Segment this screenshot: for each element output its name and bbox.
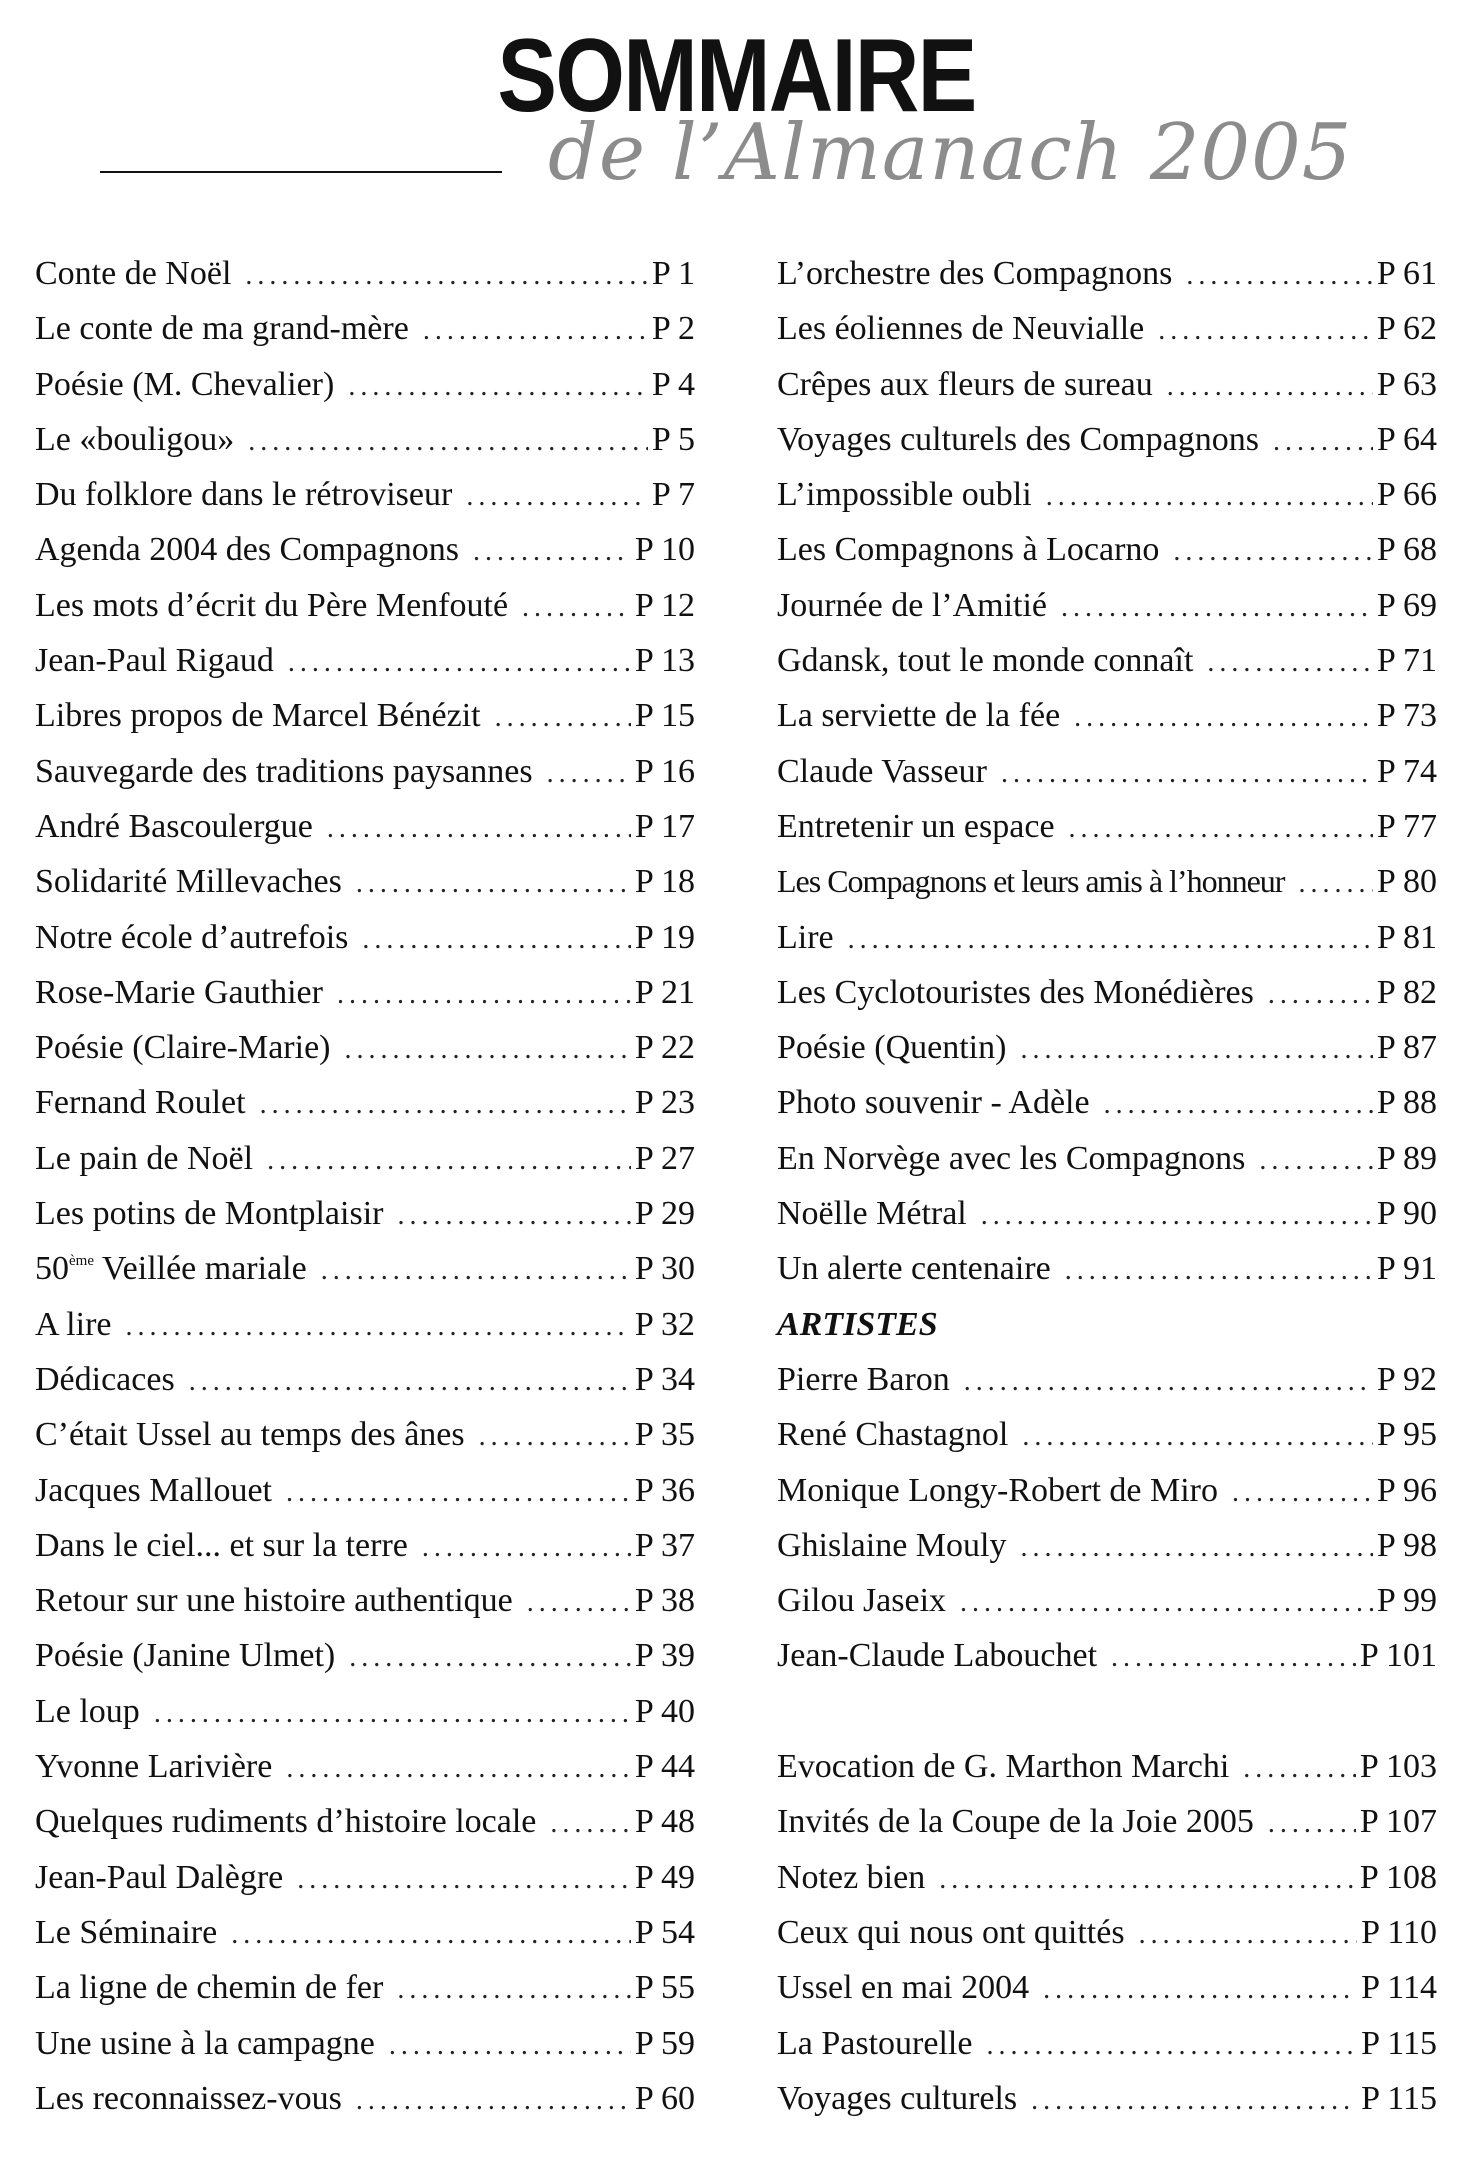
dot-leader xyxy=(1268,979,1373,1011)
toc-entry xyxy=(777,808,1437,863)
toc-entry xyxy=(35,1084,695,1139)
dot-leader xyxy=(1111,1642,1356,1674)
toc-entry-title: Jean-Claude Labouchet xyxy=(777,1637,1098,1675)
toc-entry-page: P 5 xyxy=(651,420,695,458)
dot-leader xyxy=(495,702,631,734)
toc-entry xyxy=(35,255,695,310)
toc-entry xyxy=(35,1582,695,1637)
dot-leader xyxy=(389,2030,631,2062)
toc-entry-page: P 89 xyxy=(1376,1139,1437,1177)
toc-entry-title: Retour sur une histoire authentique xyxy=(35,1582,513,1620)
toc-entry xyxy=(777,1914,1437,1969)
toc-entry xyxy=(777,1029,1437,1084)
toc-entry xyxy=(35,2080,695,2135)
toc-entry xyxy=(777,1637,1437,1692)
toc-entry-title: Les Compagnons et leurs amis à l’honneur xyxy=(777,863,1285,900)
toc-entry-title: Claude Vasseur xyxy=(777,752,987,790)
dot-leader xyxy=(986,2030,1357,2062)
dot-leader xyxy=(297,1864,631,1896)
toc-entry-title: Les mots d’écrit du Père Menfouté xyxy=(35,586,509,624)
dot-leader xyxy=(154,1698,631,1730)
toc-entry-page: P 49 xyxy=(634,1858,695,1896)
toc-entry-title: Ghislaine Mouly xyxy=(777,1526,1007,1564)
toc-entry xyxy=(777,531,1437,586)
toc-entry-title: Fernand Roulet xyxy=(35,1084,246,1122)
dot-leader xyxy=(267,1145,631,1177)
toc-entry-title: La Pastourelle xyxy=(777,2024,973,2062)
toc-entry-title: Evocation de G. Marthon Marchi xyxy=(777,1748,1230,1786)
toc-entry-page: P 10 xyxy=(634,531,695,569)
toc-entry-page: P 39 xyxy=(634,1637,695,1675)
dot-leader xyxy=(260,1089,631,1121)
toc-entry-page: P 80 xyxy=(1376,863,1437,901)
toc-entry-page: P 92 xyxy=(1376,1360,1437,1398)
dot-leader xyxy=(1074,702,1373,734)
dot-leader xyxy=(1207,647,1372,679)
toc-entry-title: Invités de la Coupe de la Joie 2005 xyxy=(777,1803,1254,1841)
toc-entry-page: P 18 xyxy=(634,863,695,901)
toc-entry-title: Les Cyclotouristes des Monédières xyxy=(777,973,1254,1011)
toc-entry xyxy=(35,1969,695,2024)
dot-leader xyxy=(125,1311,630,1343)
toc-entry xyxy=(35,476,695,531)
dot-leader xyxy=(1031,2085,1357,2117)
toc-entry-title: Photo souvenir - Adèle xyxy=(777,1084,1090,1122)
toc-entry-page: P 38 xyxy=(634,1582,695,1620)
toc-entry xyxy=(35,808,695,863)
dot-leader xyxy=(1061,592,1373,624)
toc-entry-title: Le pain de Noël xyxy=(35,1139,254,1177)
toc-entry-page: P 55 xyxy=(634,1969,695,2007)
toc-entry xyxy=(35,753,695,808)
toc-right-column xyxy=(777,255,1437,2135)
toc-entry xyxy=(777,1693,1437,1748)
toc-entry-title: Entretenir un espace xyxy=(777,807,1055,845)
toc-entry-page: P 15 xyxy=(634,697,695,735)
toc-entry-page: P 81 xyxy=(1376,918,1437,956)
toc-entry-title: A lire xyxy=(35,1305,112,1343)
toc-entry xyxy=(777,310,1437,365)
toc-entry xyxy=(35,1527,695,1582)
toc-entry-text: Veillée mariale xyxy=(93,1250,307,1288)
dot-leader xyxy=(327,813,631,845)
dot-leader xyxy=(1173,536,1372,568)
toc-entry-page: P 17 xyxy=(634,807,695,845)
dot-leader xyxy=(1298,868,1372,900)
toc-entry-title: Voyages culturels des Compagnons xyxy=(777,420,1259,458)
toc-entry-page: P 108 xyxy=(1359,1858,1437,1896)
toc-entry xyxy=(777,1416,1437,1471)
toc-entry-title: Ceux qui nous ont quittés xyxy=(777,1913,1125,1951)
toc-entry-page: P 71 xyxy=(1376,642,1437,680)
toc-entry-page: P 12 xyxy=(634,586,695,624)
toc-entry-page: P 19 xyxy=(634,918,695,956)
dot-leader xyxy=(397,1200,630,1232)
toc-entry xyxy=(777,1140,1437,1195)
dot-leader xyxy=(1268,1808,1356,1840)
toc-entry-page: P 88 xyxy=(1376,1084,1437,1122)
toc-entry xyxy=(35,1250,695,1305)
toc-entry-title xyxy=(35,1250,307,1288)
toc-entry-title: Lire xyxy=(777,918,834,956)
toc-entry-title: En Norvège avec les Compagnons xyxy=(777,1139,1246,1177)
toc-entry xyxy=(777,919,1437,974)
toc-entry-title: Pierre Baron xyxy=(777,1360,950,1398)
toc-entry-title: Jacques Mallouet xyxy=(35,1471,272,1509)
dot-leader xyxy=(189,1366,631,1398)
toc-entry-page: P 60 xyxy=(634,2079,695,2117)
toc-left-column xyxy=(35,255,695,2135)
toc-entry xyxy=(35,1803,695,1858)
toc-entry xyxy=(35,1693,695,1748)
toc-entry-title: L’impossible oubli xyxy=(777,476,1032,514)
toc-entry xyxy=(777,1472,1437,1527)
toc-entry-title: Poésie (Quentin) xyxy=(777,1029,1007,1067)
toc-entry-page: P 36 xyxy=(634,1471,695,1509)
toc-entry xyxy=(777,2025,1437,2080)
toc-entry-page: P 29 xyxy=(634,1195,695,1233)
dot-leader xyxy=(1020,1532,1372,1564)
toc-entry-title: Dédicaces xyxy=(35,1360,175,1398)
dot-leader xyxy=(1065,1255,1373,1287)
dot-leader xyxy=(337,979,631,1011)
toc-entry xyxy=(35,421,695,476)
toc-entry xyxy=(35,1637,695,1692)
toc-entry-page: P 1 xyxy=(651,255,695,292)
toc-entry-title: Le loup xyxy=(35,1692,140,1730)
toc-entry xyxy=(35,1914,695,1969)
toc-entry-title: Agenda 2004 des Compagnons xyxy=(35,531,460,569)
toc-entry-title: C’était Ussel au temps des ânes xyxy=(35,1416,465,1454)
toc-entry-page: P 99 xyxy=(1376,1582,1437,1620)
toc-entry xyxy=(35,1748,695,1803)
toc-entry xyxy=(35,1361,695,1416)
dot-leader xyxy=(1232,1477,1373,1509)
toc-entry-title: Poésie (M. Chevalier) xyxy=(35,365,335,403)
toc-entry xyxy=(35,1472,695,1527)
toc-entry-title: Les potins de Montplaisir xyxy=(35,1195,384,1233)
toc-entry-page: P 22 xyxy=(634,1029,695,1067)
toc-entry-page: P 13 xyxy=(634,642,695,680)
page-subtitle: de l’Almanach 2005 xyxy=(548,108,1353,198)
dot-leader xyxy=(1186,260,1373,292)
toc-entry-page: P 35 xyxy=(634,1416,695,1454)
toc-entry xyxy=(777,476,1437,531)
dot-leader xyxy=(1273,426,1373,458)
toc-entry-page: P 98 xyxy=(1376,1526,1437,1564)
dot-leader xyxy=(522,592,631,624)
toc-entry xyxy=(777,255,1437,310)
toc-entry-page: P 23 xyxy=(634,1084,695,1122)
toc-entry-page: P 2 xyxy=(651,310,695,348)
toc-entry-page: P 30 xyxy=(634,1250,695,1288)
toc-entry xyxy=(777,1859,1437,1914)
toc-entry-title: Le conte de ma grand-mère xyxy=(35,310,409,348)
toc-entry-title: Les éoliennes de Neuvialle xyxy=(777,310,1145,348)
toc-entry-title: Ussel en mai 2004 xyxy=(777,1969,1030,2007)
toc-entry xyxy=(35,1195,695,1250)
dot-leader xyxy=(1043,1974,1357,2006)
dot-leader xyxy=(245,260,647,292)
toc-entry xyxy=(777,1527,1437,1582)
toc-entry xyxy=(777,1582,1437,1637)
dot-leader xyxy=(848,924,1373,956)
toc-entry-title: Libres propos de Marcel Bénézit xyxy=(35,697,481,735)
dot-leader xyxy=(356,2085,631,2117)
title-rule xyxy=(100,171,502,173)
toc-entry-page: P 40 xyxy=(634,1692,695,1730)
toc-entry xyxy=(777,1748,1437,1803)
toc-entry-title: La serviette de la fée xyxy=(777,697,1061,735)
toc-entry-title: Les reconnaissez-vous xyxy=(35,2079,342,2117)
dot-leader xyxy=(1001,758,1373,790)
toc-entry-page: P 115 xyxy=(1361,2024,1437,2062)
toc-entry-page: P 73 xyxy=(1376,697,1437,735)
toc-entry xyxy=(35,1029,695,1084)
dot-leader xyxy=(550,1808,630,1840)
dot-leader xyxy=(397,1974,631,2006)
toc-entry-page: P 91 xyxy=(1376,1250,1437,1288)
dot-leader xyxy=(362,924,630,956)
toc-entry xyxy=(777,753,1437,808)
toc-entry-title: Poésie (Claire-Marie) xyxy=(35,1029,331,1067)
toc-entry-page: P 61 xyxy=(1376,255,1437,292)
toc-entry-title: Un alerte centenaire xyxy=(777,1250,1051,1288)
dot-leader xyxy=(1104,1089,1373,1121)
dot-leader xyxy=(349,1642,631,1674)
toc-entry-page: P 27 xyxy=(634,1139,695,1177)
toc-entry-title: Rose-Marie Gauthier xyxy=(35,973,323,1011)
toc-entry-page: P 96 xyxy=(1376,1471,1437,1509)
dot-leader xyxy=(527,1587,631,1619)
dot-leader xyxy=(1020,1034,1372,1066)
toc-entry-title: Quelques rudiments d’histoire locale xyxy=(35,1803,537,1841)
toc-entry-page: P 7 xyxy=(651,476,695,514)
toc-entry-title: Gilou Jaseix xyxy=(777,1582,947,1620)
toc-entry-title: Journée de l’Amitié xyxy=(777,586,1048,624)
toc-entry xyxy=(777,863,1437,918)
dot-leader xyxy=(1259,1145,1373,1177)
toc-entry-page: P 59 xyxy=(634,2024,695,2062)
dot-leader xyxy=(1243,1753,1356,1785)
toc-entry-title: Sauvegarde des traditions paysannes xyxy=(35,752,533,790)
toc-entry-title: Notez bien xyxy=(777,1858,926,1896)
section-heading xyxy=(777,1306,1437,1361)
dot-leader xyxy=(423,315,648,347)
toc-entry-title: Notre école d’autrefois xyxy=(35,918,349,956)
toc-entry-title: La ligne de chemin de fer xyxy=(35,1969,384,2007)
toc-entry-page: P 69 xyxy=(1376,586,1437,624)
dot-leader xyxy=(1022,1421,1373,1453)
toc-entry xyxy=(35,863,695,918)
toc-entry xyxy=(777,1361,1437,1416)
dot-leader xyxy=(348,371,648,403)
toc-entry-title: Dans le ciel... et sur la terre xyxy=(35,1526,408,1564)
toc-entry-title: Jean-Paul Rigaud xyxy=(35,642,274,680)
dot-leader xyxy=(479,1421,631,1453)
toc-entry-title: Une usine à la campagne xyxy=(35,2024,375,2062)
toc-entry xyxy=(35,1140,695,1195)
dot-leader xyxy=(981,1200,1373,1232)
dot-leader xyxy=(964,1366,1373,1398)
toc-entry xyxy=(777,974,1437,1029)
toc-entry xyxy=(777,642,1437,697)
toc-entry xyxy=(35,919,695,974)
dot-leader xyxy=(960,1587,1373,1619)
toc-entry-page: P 63 xyxy=(1376,365,1437,403)
dot-leader xyxy=(286,1753,631,1785)
toc-entry-page: P 66 xyxy=(1376,476,1437,514)
toc-entry-title: Solidarité Millevaches xyxy=(35,863,342,901)
dot-leader xyxy=(473,536,631,568)
toc-entry-title: Crêpes aux fleurs de sureau xyxy=(777,365,1153,403)
toc-entry xyxy=(35,310,695,365)
toc-entry-title: Les Compagnons à Locarno xyxy=(777,531,1160,569)
toc-entry-page: P 87 xyxy=(1376,1029,1437,1067)
toc-entry xyxy=(777,1969,1437,2024)
toc-entry xyxy=(35,974,695,1029)
toc-entry-page: P 77 xyxy=(1376,807,1437,845)
toc-entry xyxy=(35,697,695,752)
toc-entry-page: P 110 xyxy=(1361,1913,1437,1951)
toc-entry xyxy=(777,1195,1437,1250)
dot-leader xyxy=(1046,481,1373,513)
toc-entry-title: Conte de Noël xyxy=(35,255,232,292)
toc-entry-page: P 114 xyxy=(1361,1969,1437,2007)
toc-entry xyxy=(35,531,695,586)
dot-leader xyxy=(1139,1919,1358,1951)
toc-entry xyxy=(35,1306,695,1361)
dot-leader xyxy=(345,1034,631,1066)
toc-entry-title: Poésie (Janine Ulmet) xyxy=(35,1637,336,1675)
toc-entry-page: P 82 xyxy=(1376,973,1437,1011)
dot-leader xyxy=(248,426,648,458)
toc-entry xyxy=(777,366,1437,421)
dot-leader xyxy=(321,1255,631,1287)
toc-entry-page: P 95 xyxy=(1376,1416,1437,1454)
toc-entry-page: P 101 xyxy=(1359,1637,1437,1675)
toc-entry xyxy=(777,1084,1437,1139)
toc-entry-title: René Chastagnol xyxy=(777,1416,1009,1454)
toc-entry-title: Jean-Paul Dalègre xyxy=(35,1858,284,1896)
toc-entry xyxy=(35,2025,695,2080)
toc-entry-title: Monique Longy-Robert de Miro xyxy=(777,1471,1218,1509)
toc-entry xyxy=(35,1416,695,1471)
toc-entry-title: Le «bouligou» xyxy=(35,420,235,458)
toc-entry-page: P 64 xyxy=(1376,420,1437,458)
toc-entry-title: Du folklore dans le rétroviseur xyxy=(35,476,453,514)
dot-leader xyxy=(288,647,631,679)
toc-entry-page: P 16 xyxy=(634,752,695,790)
toc-entry-page: P 37 xyxy=(634,1526,695,1564)
toc-entry-number: 50 xyxy=(35,1250,69,1288)
toc-entry-page: P 21 xyxy=(634,973,695,1011)
page-title: SOMMAIRE xyxy=(497,18,976,134)
toc-entry-page: P 68 xyxy=(1376,531,1437,569)
toc-entry-title: Yvonne Larivière xyxy=(35,1748,273,1786)
dot-leader xyxy=(356,868,631,900)
toc-entry-title: Gdansk, tout le monde connaît xyxy=(777,642,1194,680)
toc-entry-title: L’orchestre des Compagnons xyxy=(777,255,1173,292)
toc-entry-page: P 34 xyxy=(634,1360,695,1398)
toc-entry-page: P 54 xyxy=(634,1913,695,1951)
toc-entry xyxy=(35,587,695,642)
toc-entry xyxy=(777,587,1437,642)
toc-entry-page: P 62 xyxy=(1376,310,1437,348)
toc-entry-page: P 44 xyxy=(634,1748,695,1786)
toc-entry-page: P 4 xyxy=(651,365,695,403)
dot-leader xyxy=(939,1864,1356,1896)
toc-entry xyxy=(777,2080,1437,2135)
toc-entry xyxy=(777,697,1437,752)
toc-entry-title: André Bascoulergue xyxy=(35,807,313,845)
dot-leader xyxy=(286,1477,631,1509)
toc-entry xyxy=(35,366,695,421)
toc-entry-title: Noëlle Métral xyxy=(777,1195,967,1233)
toc-entry-page: P 74 xyxy=(1376,752,1437,790)
toc-entry xyxy=(35,1859,695,1914)
toc-entry-title: Voyages culturels xyxy=(777,2079,1018,2117)
dot-leader xyxy=(422,1532,631,1564)
dot-leader xyxy=(466,481,648,513)
dot-leader xyxy=(1167,371,1373,403)
toc-entry-page: P 48 xyxy=(634,1803,695,1841)
toc-entry xyxy=(777,1803,1437,1858)
dot-leader xyxy=(547,758,631,790)
toc-entry-page: P 115 xyxy=(1361,2079,1437,2117)
toc-entry xyxy=(777,421,1437,476)
toc-entry-page: P 90 xyxy=(1376,1195,1437,1233)
toc-entry xyxy=(35,642,695,697)
toc-entry-page: P 32 xyxy=(634,1305,695,1343)
dot-leader xyxy=(231,1919,631,1951)
toc-entry xyxy=(777,1250,1437,1305)
toc-entry-title: ARTISTES xyxy=(777,1305,938,1343)
toc-entry-page: P 107 xyxy=(1359,1803,1437,1841)
toc-entry-title: Le Séminaire xyxy=(35,1913,218,1951)
dot-leader xyxy=(1069,813,1373,845)
toc-entry-superscript: ème xyxy=(69,1253,94,1270)
dot-leader xyxy=(1158,315,1373,347)
toc-entry-page: P 103 xyxy=(1359,1748,1437,1786)
